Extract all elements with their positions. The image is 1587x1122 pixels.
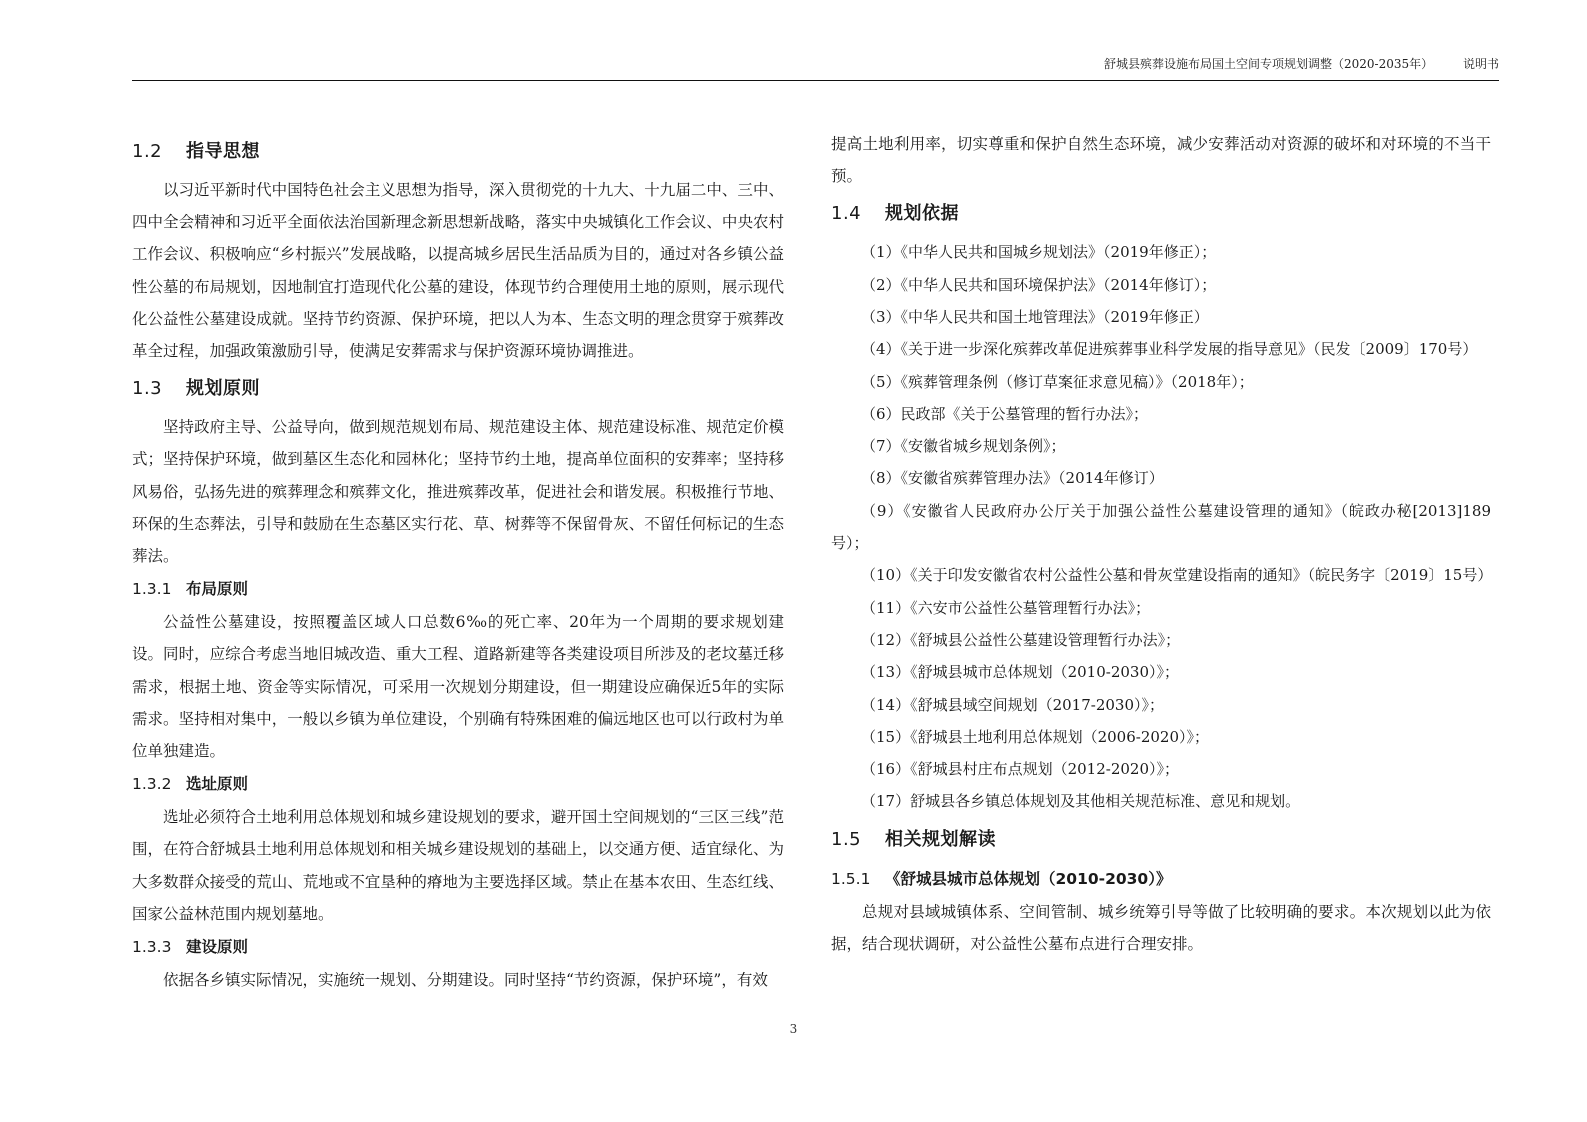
reference-item: （2）《中华人民共和国环境保护法》（2014年修订）； xyxy=(861,275,1217,294)
section-heading-1-5 xyxy=(831,818,1491,862)
section-number: 1.3.2 xyxy=(132,775,172,794)
reference-item: （10）《关于印发安徽省农村公益性公墓和骨灰堂建设指南的通知》（皖民务字〔2019〕15号） xyxy=(861,566,1493,585)
section-title: 规划依据 xyxy=(885,203,959,225)
header-doc-title: 舒城县殡葬设施布局国土空间专项规划调整（2020-2035年） xyxy=(1104,57,1434,71)
reference-item: （9）《安徽省人民政府办公厅关于加强公益性公墓建设管理的通知》（皖政办秘[2013]189号）； xyxy=(831,501,1491,553)
reference-item: （7）《安徽省城乡规划条例》； xyxy=(861,437,1066,456)
section-number: 1.5 xyxy=(831,828,862,850)
reference-item: （1）《中华人民共和国城乡规划法》（2019年修正）； xyxy=(861,243,1217,262)
right-column xyxy=(831,128,1491,960)
section-heading-1-5-1 xyxy=(831,862,1491,896)
section-title: 建设原则 xyxy=(186,938,249,957)
section-title: 《舒城县城市总体规划（2010-2030）》 xyxy=(885,869,1172,888)
section-heading-1-2 xyxy=(132,130,784,174)
section-number: 1.2 xyxy=(132,141,163,162)
header-rule xyxy=(132,80,1499,81)
reference-item: （17）舒城县各乡镇总体规划及其他相关规范标准、意见和规划。 xyxy=(861,792,1301,811)
paragraph-construction-principles: 依据各乡镇实际情况，实施统一规划、分期建设。同时坚持“节约资源，保护环境”，有效 xyxy=(163,971,768,990)
reference-item: （14）《舒城县域空间规划（2017-2030）》； xyxy=(861,695,1165,714)
section-title: 选址原则 xyxy=(186,775,249,794)
section-number: 1.5.1 xyxy=(831,869,871,888)
paragraph-site-selection: 选址必须符合土地利用总体规划和城乡建设规划的要求，避开国土空间规划的“三区三线”范围，在符合舒城县土地利用总体规划和相关城乡建设规划的基础上，以交通方便、适宜绿化、为大多数群众接受的荒山、荒地或不宜垦种的瘠地为主要选择区域。禁止在基本农田、生态红线、国家公益林范围内规划墓地。 xyxy=(132,808,784,923)
section-heading-1-4 xyxy=(831,192,1491,236)
header-doc-type: 说明书 xyxy=(1462,57,1499,71)
left-column xyxy=(132,130,784,996)
reference-item: （8）《安徽省殡葬管理办法》（2014年修订） xyxy=(861,469,1164,488)
reference-item: （6）民政部《关于公墓管理的暂行办法》； xyxy=(861,404,1149,423)
section-title: 相关规划解读 xyxy=(885,828,996,850)
paragraph-layout-principles: 公益性公墓建设，按照覆盖区域人口总数6‰的死亡率、20年为一个周期的要求规划建设。同时，应综合考虑当地旧城改造、重大工程、道路新建等各类建设项目所涉及的老坟墓迁移需求，根据土地、资金等实际情况，可采用一次规划分期建设，但一期建设应确保近5年的实际需求。坚持相对集中，一般以乡镇为单位建设，个别确有特殊困难的偏远地区也可以行政村为单位单独建造。 xyxy=(132,613,784,761)
section-title: 布局原则 xyxy=(186,580,249,599)
section-heading-1-3-1 xyxy=(132,572,784,606)
reference-item: （11）《六安市公益性公墓管理暂行办法》； xyxy=(861,598,1151,617)
reference-list xyxy=(831,236,1491,817)
page-header xyxy=(132,55,1499,72)
paragraph-master-plan-interpretation: 总规对县域城镇体系、空间管制、城乡统筹引导等做了比较明确的要求。本次规划以此为依据，结合现状调研，对公益性公墓布点进行合理安排。 xyxy=(831,902,1491,953)
section-title: 指导思想 xyxy=(186,141,260,162)
page-number: 3 xyxy=(789,1022,798,1036)
section-number: 1.4 xyxy=(831,203,862,225)
reference-item: （4）《关于进一步深化殡葬改革促进殡葬事业科学发展的指导意见》（民发〔2009〕170号） xyxy=(861,340,1478,359)
section-number: 1.3 xyxy=(132,378,163,400)
reference-item: （16）《舒城县村庄布点规划（2012-2020）》； xyxy=(861,760,1180,779)
reference-item: （3）《中华人民共和国土地管理法》（2019年修正） xyxy=(861,308,1209,326)
reference-item: （12）《舒城县公益性公墓建设管理暂行办法》； xyxy=(861,630,1181,649)
section-number: 1.3.3 xyxy=(132,938,172,957)
section-number: 1.3.1 xyxy=(132,580,172,599)
section-heading-1-3-2 xyxy=(132,767,784,801)
section-heading-1-3-3 xyxy=(132,930,784,964)
section-title: 规划原则 xyxy=(186,378,260,400)
paragraph-planning-principles: 坚持政府主导、公益导向，做到规范规划布局、规范建设主体、规范建设标准、规范定价模式；坚持保护环境，做到墓区生态化和园林化；坚持节约土地，提高单位面积的安葬率；坚持移风易俗，弘扬先进的殡葬理念和殡葬文化，推进殡葬改革，促进社会和谐发展。积极推行节地、环保的生态葬法，引导和鼓励在生态墓区实行花、草、树葬等不保留骨灰、不留任何标记的生态葬法。 xyxy=(132,418,784,566)
paragraph-construction-continued: 提高土地利用率，切实尊重和保护自然生态环境，减少安葬活动对资源的破坏和对环境的不当干预。 xyxy=(831,135,1491,186)
paragraph-guiding-ideology: 以习近平新时代中国特色社会主义思想为指导，深入贯彻党的十九大、十九届二中、三中、四中全会精神和习近平全面依法治国新理念新思想新战略，落实中央城镇化工作会议、中央农村工作会议、积极响应“乡村振兴”发展战略，以提高城乡居民生活品质为目的，通过对各乡镇公益性公墓的布局规划，因地制宜打造现代化公墓的建设，体现节约合理使用土地的原则，展示现代化公益性公墓建设成就。坚持节约资源、保护环境，把以人为本、生态文明的理念贯穿于殡葬改革全过程，加强政策激励引导，使满足安葬需求与保护资源环境协调推进。 xyxy=(132,181,784,361)
reference-item: （13）《舒城县城市总体规划（2010-2030）》； xyxy=(861,663,1180,682)
reference-item: （15）《舒城县土地利用总体规划（2006-2020）》； xyxy=(861,727,1210,746)
reference-item: （5）《殡葬管理条例（修订草案征求意见稿）》（2018年）； xyxy=(861,372,1254,391)
section-heading-1-3 xyxy=(132,367,784,411)
